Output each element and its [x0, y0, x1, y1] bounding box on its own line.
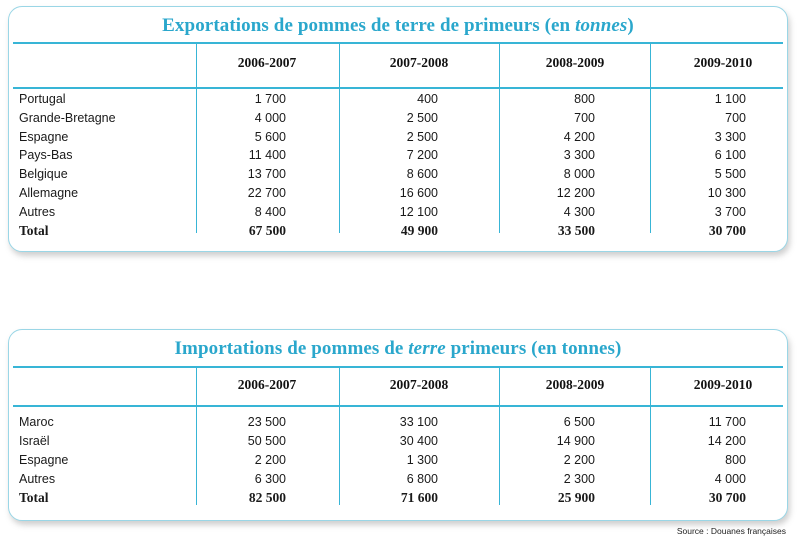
total-cell: 49 900 — [400, 222, 438, 238]
table-cell: 4 200 — [563, 129, 595, 144]
table-cell: 1 100 — [714, 92, 746, 106]
table-cell: 4 000 — [254, 110, 286, 125]
exports-header-rule — [13, 87, 783, 89]
table-cell: 2 200 — [563, 453, 595, 467]
table-cell: 30 400 — [399, 434, 438, 448]
total-cell: 30 700 — [708, 490, 746, 505]
column-header-2007-2008: 2007-2008 — [389, 377, 449, 392]
imports-title-suffix: primeurs (en tonnes) — [445, 338, 622, 359]
table-cell: 8 000 — [563, 167, 595, 182]
table-cell: 33 100 — [399, 415, 438, 429]
table-cell: 700 — [725, 110, 746, 125]
table-cell: 800 — [725, 453, 746, 467]
table-cell: 6 100 — [714, 148, 746, 163]
table-cell: 14 200 — [707, 434, 746, 448]
total-cell: 30 700 — [708, 222, 746, 238]
table-cell: 16 600 — [399, 186, 438, 200]
table-cell: 2 500 — [406, 110, 438, 125]
imports-table-panel — [8, 329, 788, 521]
total-cell: 33 500 — [557, 222, 595, 238]
row-label: Espagne — [19, 453, 69, 467]
imports-title-unit: terre — [408, 338, 446, 359]
column-header-2008-2009: 2008-2009 — [545, 55, 605, 70]
column-header-2007-2008: 2007-2008 — [389, 55, 449, 70]
table-cell: 700 — [574, 110, 595, 125]
table-cell: 8 600 — [406, 167, 438, 182]
table-cell: 23 500 — [247, 415, 286, 429]
table-cell: 50 500 — [247, 434, 286, 448]
column-header-2009-2010: 2009-2010 — [693, 377, 753, 392]
exports-title-suffix: ) — [627, 15, 634, 36]
row-label: Portugal — [19, 92, 66, 106]
table-cell: 11 400 — [248, 148, 286, 163]
total-cell: 71 600 — [400, 490, 438, 505]
row-label: Allemagne — [19, 186, 79, 200]
table-cell: 12 200 — [556, 186, 595, 200]
table-cell: 6 300 — [254, 472, 286, 486]
imports-title-prefix: Importations de pommes de — [174, 338, 409, 359]
exports-table-title — [9, 15, 787, 37]
table-cell: 6 500 — [563, 415, 595, 429]
column-header-2006-2007: 2006-2007 — [237, 377, 297, 392]
table-cell: 4 000 — [714, 472, 746, 486]
column-header-2006-2007: 2006-2007 — [237, 55, 297, 70]
exports-title-rule — [13, 42, 783, 44]
table-cell: 4 300 — [563, 204, 595, 219]
row-label: Pays-Bas — [19, 148, 73, 163]
total-label: Total — [19, 490, 49, 505]
row-label: Maroc — [19, 415, 54, 429]
table-cell: 10 300 — [707, 186, 746, 200]
imports-title-rule — [13, 366, 783, 368]
table-cell: 2 300 — [563, 472, 595, 486]
table-cell: 13 700 — [247, 167, 286, 182]
source-note: Source : Douanes françaises — [676, 526, 786, 536]
table-cell: 3 300 — [563, 148, 595, 163]
table-cell: 14 900 — [556, 434, 595, 448]
table-cell: 5 600 — [254, 129, 286, 144]
table-cell: 1 300 — [406, 453, 438, 467]
row-label: Espagne — [19, 129, 69, 144]
exports-title-unit: tonnes — [575, 15, 628, 36]
column-header-2008-2009: 2008-2009 — [545, 377, 605, 392]
table-cell: 1 700 — [254, 92, 286, 106]
exports-title-prefix: Exportations de pommes de terre de primeurs (en — [162, 15, 576, 36]
table-cell: 3 700 — [714, 204, 746, 219]
row-label: Belgique — [19, 167, 68, 182]
table-cell: 7 200 — [406, 148, 438, 163]
table-cell: 6 800 — [406, 472, 438, 486]
column-header-2009-2010: 2009-2010 — [693, 55, 753, 70]
row-label: Israël — [19, 434, 50, 448]
row-label: Autres — [19, 204, 56, 219]
table-cell: 8 400 — [254, 204, 286, 219]
total-cell: 25 900 — [557, 490, 595, 505]
table-cell: 22 700 — [247, 186, 286, 200]
row-label: Autres — [19, 472, 56, 486]
exports-table-panel — [8, 6, 788, 252]
table-cell: 11 700 — [708, 415, 746, 429]
total-cell: 82 500 — [248, 490, 286, 505]
imports-header-rule — [13, 405, 783, 407]
row-label: Grande-Bretagne — [19, 110, 116, 125]
table-cell: 3 300 — [714, 129, 746, 144]
table-cell: 2 200 — [254, 453, 286, 467]
table-cell: 2 500 — [406, 129, 438, 144]
table-cell: 5 500 — [714, 167, 746, 182]
table-cell: 12 100 — [399, 204, 438, 219]
table-cell: 800 — [574, 92, 595, 106]
imports-table-title — [9, 338, 787, 360]
total-cell: 67 500 — [248, 222, 286, 238]
total-label: Total — [19, 222, 49, 238]
table-cell: 400 — [417, 92, 438, 106]
